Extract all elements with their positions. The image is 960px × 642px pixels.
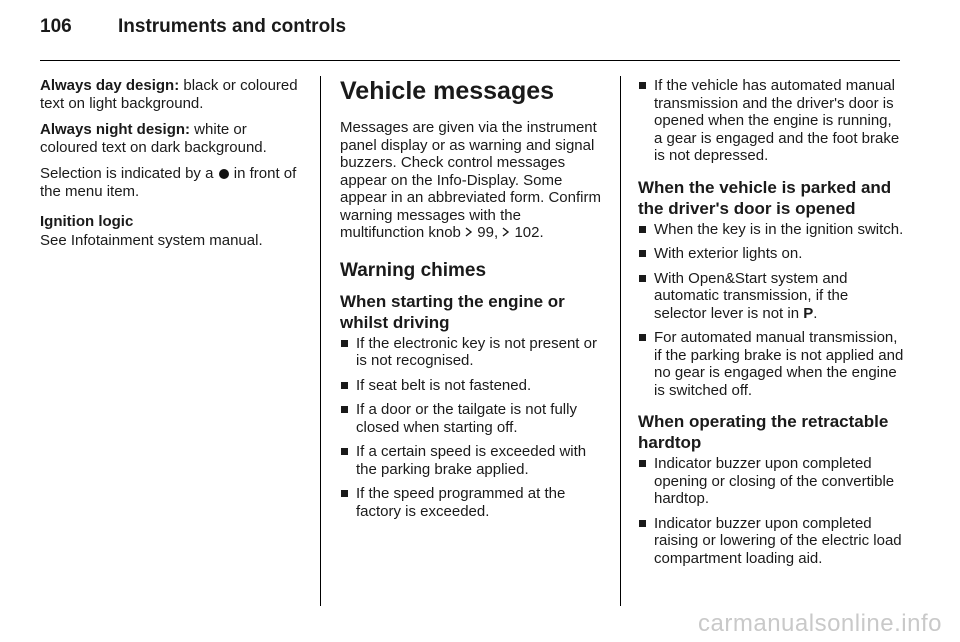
square-bullet-icon (341, 448, 348, 455)
column-2 (340, 77, 606, 527)
column-divider-1 (320, 76, 321, 606)
reference-arrow-icon (465, 227, 473, 237)
day-design-label: Always day design: (40, 77, 180, 94)
day-design-text: black or coloured text on light background. (40, 77, 298, 112)
list-item (638, 245, 904, 263)
list-item-text: Indicator buzzer upon completed raising or lowering of the electric load compartment loading aid. (654, 514, 902, 567)
intro-paragraph (340, 119, 606, 242)
column-1 (40, 77, 308, 258)
page-header (40, 16, 346, 52)
automated-transmission-list (638, 77, 904, 165)
square-bullet-icon (639, 520, 646, 527)
section-title: Vehicle messages (340, 77, 555, 105)
list-item (638, 270, 904, 323)
ignition-logic-heading: Ignition logic (40, 213, 134, 230)
list-item-text: If the electronic key is not present or is not recognised. (356, 334, 597, 369)
list-item-text: When the key is in the ignition switch. (654, 220, 904, 238)
list-item (340, 335, 606, 370)
list-item (340, 485, 606, 520)
parked-heading: When the vehicle is parked and the driver's door is opened (638, 177, 892, 218)
list-item (638, 77, 904, 165)
column-3 (638, 77, 904, 574)
column-divider-2 (620, 76, 621, 606)
hardtop-list (638, 455, 904, 567)
ignition-logic-text: See Infotainment system manual. (40, 231, 263, 249)
warning-chimes-heading: Warning chimes (340, 259, 487, 281)
reference-arrow-icon (502, 227, 510, 237)
chapter-title: Instruments and controls (118, 16, 347, 37)
list-item (340, 401, 606, 436)
watermark: carmanualsonline.info (698, 610, 942, 637)
page-reference-99[interactable]: 99 (477, 224, 494, 241)
list-item-text: Indicator buzzer upon completed opening or closing of the convertible hardtop. (654, 455, 895, 507)
square-bullet-icon (639, 226, 646, 233)
day-design-paragraph (40, 77, 308, 112)
square-bullet-icon (341, 382, 348, 389)
selector-position-p: P (803, 304, 814, 322)
square-bullet-icon (639, 334, 646, 341)
selection-text-post: in front of the menu item. (40, 165, 297, 200)
list-item (638, 515, 904, 568)
list-item-text: With exterior lights on. (654, 245, 803, 262)
list-item (340, 377, 606, 395)
square-bullet-icon (639, 250, 646, 257)
reference-separator: , (493, 224, 503, 241)
starting-engine-heading: When starting the engine or whilst driving (340, 291, 565, 332)
page-reference-102[interactable]: 102 (514, 224, 540, 241)
square-bullet-icon (341, 406, 348, 413)
night-design-paragraph (40, 121, 308, 156)
list-item-text: If a certain speed is exceeded with the parking brake applied. (356, 443, 587, 478)
parked-list (638, 221, 904, 400)
intro-text: Messages are given via the instrument panel display or as warning and signal buzzers. Check control messages appear on the Info-Display. Some appear in an abbreviated form. Confirm warning messages with the multifunction knob (340, 119, 601, 241)
square-bullet-icon (341, 490, 348, 497)
square-bullet-icon (639, 460, 646, 467)
selection-paragraph (40, 165, 308, 200)
night-design-label: Always night design: (40, 121, 191, 138)
list-item-text-end: . (813, 304, 818, 322)
page-number: 106 (40, 16, 72, 37)
list-item (340, 443, 606, 478)
starting-engine-list (340, 335, 606, 521)
hardtop-heading: When operating the retractable hardtop (638, 412, 889, 452)
list-item-text: For automated manual transmission, if the parking brake is not applied and no gear is engaged when the engine is switched off. (654, 329, 904, 399)
square-bullet-icon (639, 275, 646, 282)
list-item (638, 329, 904, 399)
header-divider (40, 60, 900, 61)
reference-end: . (539, 224, 544, 241)
selection-text-pre: Selection is indicated by a (40, 165, 218, 182)
list-item-text: If seat belt is not fastened. (356, 376, 532, 394)
list-item-text: With Open&Start system and automatic transmission, if the selector lever is not in (654, 269, 849, 322)
night-design-text: white or coloured text on dark background. (40, 121, 267, 156)
list-item-text: If a door or the tailgate is not fully closed when starting off. (356, 401, 577, 436)
list-item-text: If the vehicle has automated manual transmission and the driver's door is opened when the engine is running, a gear is engaged and the foot brake is not depressed. (654, 77, 900, 164)
filled-circle-icon (219, 169, 229, 179)
list-item (638, 221, 904, 239)
list-item (638, 455, 904, 508)
square-bullet-icon (341, 340, 348, 347)
square-bullet-icon (639, 82, 646, 89)
list-item-text: If the speed programmed at the factory is exceeded. (356, 485, 566, 520)
